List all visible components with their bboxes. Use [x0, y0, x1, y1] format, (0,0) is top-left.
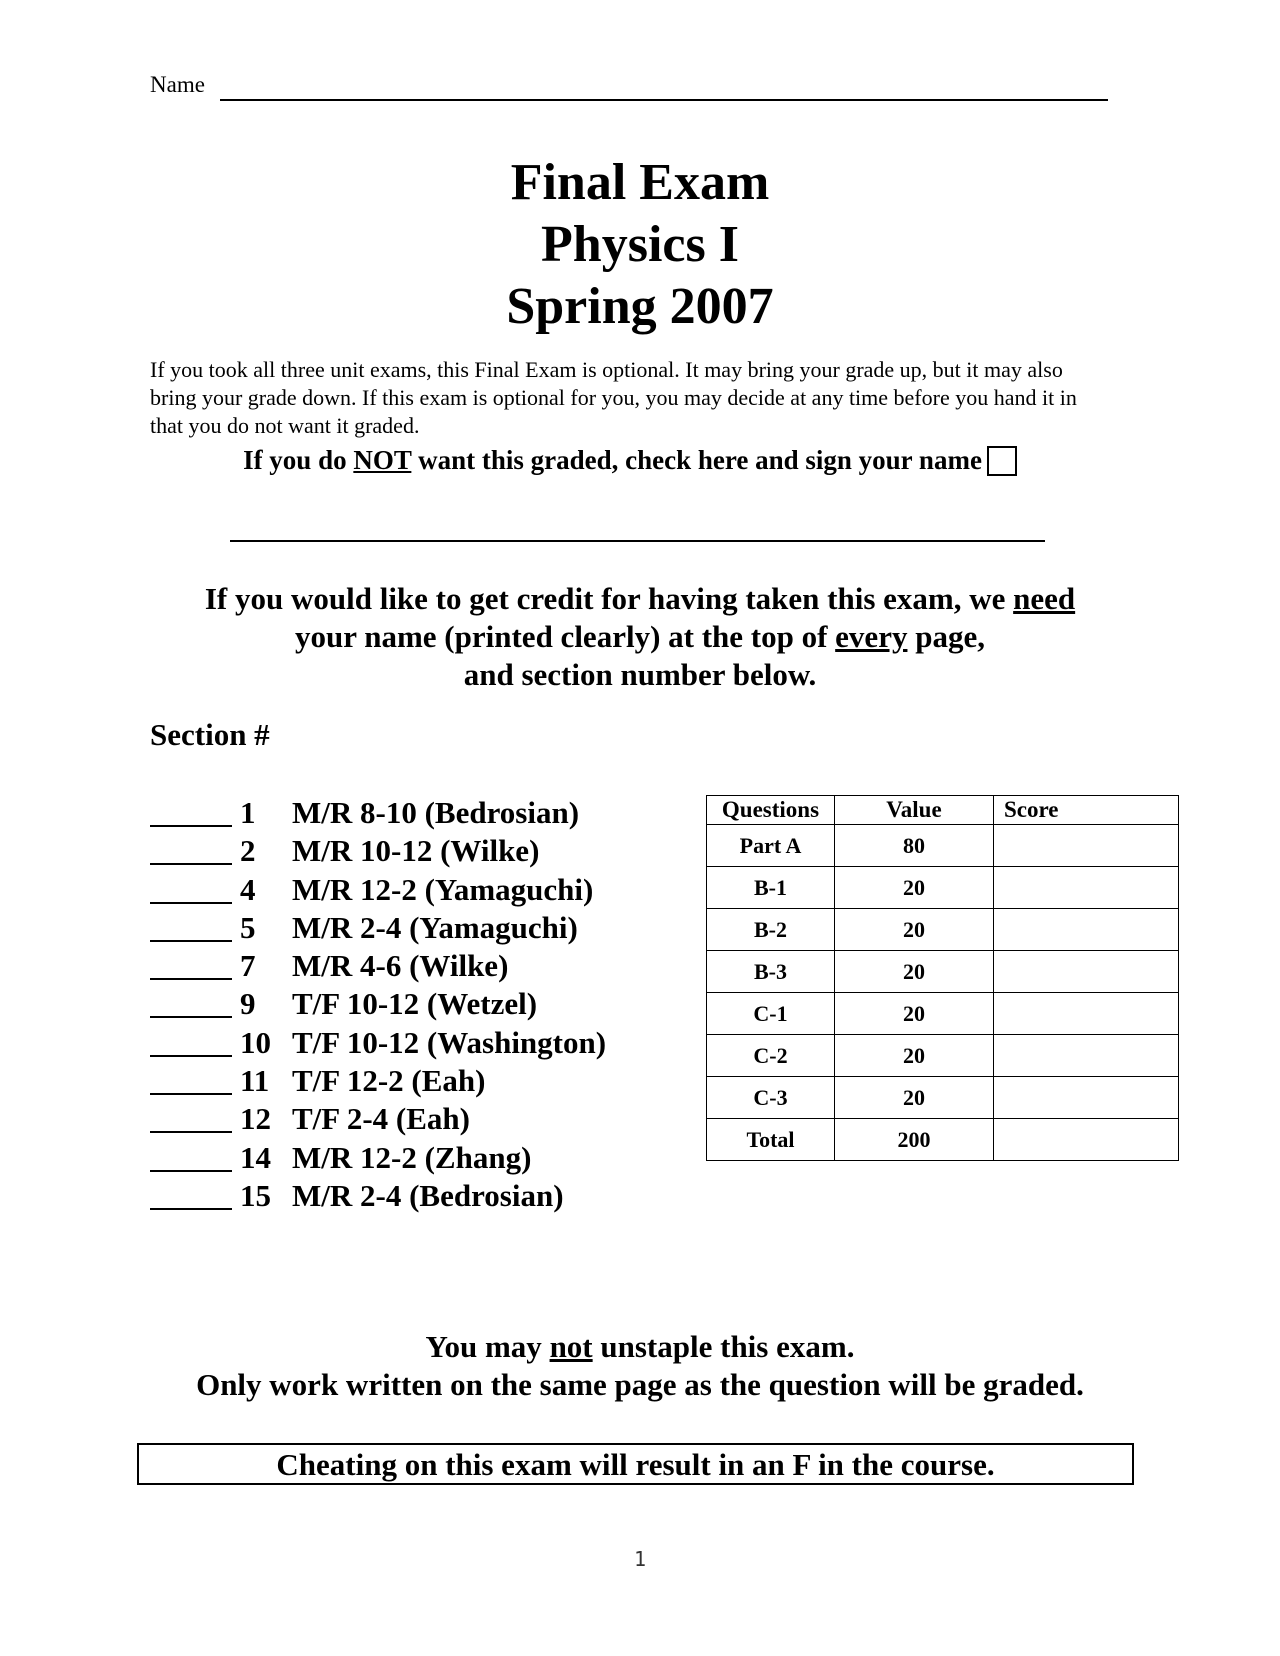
staple-pre: You may	[425, 1329, 550, 1364]
score-table	[706, 795, 1179, 1161]
score-cell[interactable]	[994, 1035, 1179, 1077]
section-blank[interactable]	[150, 947, 232, 980]
title-line-2: Physics I	[541, 216, 739, 273]
section-number: 4	[240, 871, 256, 907]
title-line-3: Spring 2007	[506, 278, 774, 335]
section-time: M/R 2-4 (Bedrosian)	[292, 1177, 564, 1213]
table-row	[707, 1035, 1179, 1077]
section-row	[150, 985, 690, 1023]
credit-line-2-end: page,	[907, 619, 985, 654]
question-cell: B-3	[707, 951, 835, 993]
not-graded-line	[150, 443, 1110, 477]
section-row	[150, 1100, 690, 1138]
section-row	[150, 1024, 690, 1062]
score-cell[interactable]	[994, 825, 1179, 867]
section-time: M/R 12-2 (Yamaguchi)	[292, 871, 594, 907]
section-heading: Section #	[150, 717, 270, 752]
section-blank[interactable]	[150, 1024, 232, 1057]
score-cell[interactable]	[994, 909, 1179, 951]
only-work-line: Only work written on the same page as the question will be graded.	[196, 1367, 1084, 1402]
section-time: M/R 10-12 (Wilke)	[292, 833, 540, 869]
question-cell: Total	[707, 1119, 835, 1161]
credit-line-1-text: If you would like to get credit for having taken this exam, we	[204, 581, 1014, 616]
question-cell: C-2	[707, 1035, 835, 1077]
table-row	[707, 825, 1179, 867]
value-cell: 80	[835, 825, 994, 867]
section-time: T/F 12-2 (Eah)	[292, 1063, 486, 1099]
not-graded-checkbox[interactable]	[987, 446, 1017, 476]
name-label: Name	[150, 72, 205, 97]
section-list	[150, 794, 690, 1215]
intro-paragraph: If you took all three unit exams, this Final Exam is optional. It may bring your grade up, but it may also bring your grade down. If this exam is optional for you, you may decide at any time before you hand it in that you do not want it graded.	[150, 357, 1077, 438]
table-row	[707, 993, 1179, 1035]
staple-post: unstaple this exam.	[592, 1329, 855, 1364]
section-time: M/R 12-2 (Zhang)	[292, 1139, 532, 1175]
credit-line-2	[0, 618, 1280, 656]
question-cell: Part A	[707, 825, 835, 867]
not-graded-post: want this graded, check here and sign your name	[411, 445, 982, 475]
name-field-line[interactable]	[220, 99, 1108, 101]
section-number: 1	[240, 795, 256, 830]
credit-line-3: and section number below.	[463, 657, 817, 692]
section-blank[interactable]	[150, 1100, 232, 1133]
section-blank[interactable]	[150, 871, 232, 904]
page-number: 1	[633, 1547, 647, 1571]
value-cell: 20	[835, 909, 994, 951]
credit-line-2-text: your name (printed clearly) at the top of	[295, 619, 836, 654]
question-cell: C-1	[707, 993, 835, 1035]
section-blank[interactable]	[150, 1139, 232, 1172]
section-number: 11	[240, 1063, 270, 1099]
question-cell: B-1	[707, 867, 835, 909]
title-line-1: Final Exam	[510, 154, 770, 211]
section-number: 9	[240, 986, 256, 1022]
section-row	[150, 1139, 690, 1177]
section-number: 7	[240, 948, 256, 984]
value-cell: 20	[835, 1035, 994, 1077]
table-row	[707, 1077, 1179, 1119]
section-blank[interactable]	[150, 985, 232, 1018]
section-time: T/F 10-12 (Wetzel)	[292, 986, 538, 1022]
section-number: 12	[240, 1101, 271, 1137]
staple-not-emph: not	[549, 1329, 593, 1364]
score-cell[interactable]	[994, 993, 1179, 1035]
header-score: Score	[994, 796, 1179, 825]
score-cell[interactable]	[994, 1119, 1179, 1161]
credit-every-emph: every	[835, 619, 908, 654]
section-blank[interactable]	[150, 832, 232, 865]
table-row	[707, 951, 1179, 993]
section-time: M/R 8-10 (Bedrosian)	[292, 795, 580, 830]
value-cell: 200	[835, 1119, 994, 1161]
section-time: T/F 2-4 (Eah)	[292, 1101, 470, 1137]
value-cell: 20	[835, 1077, 994, 1119]
signature-line[interactable]	[230, 540, 1045, 542]
section-number: 10	[240, 1024, 271, 1060]
table-row	[707, 1119, 1179, 1161]
not-graded-emph: NOT	[353, 445, 412, 475]
credit-instructions	[0, 580, 1280, 694]
header-questions: Questions	[707, 796, 835, 825]
section-row	[150, 909, 690, 947]
section-time: M/R 2-4 (Yamaguchi)	[292, 909, 578, 945]
section-number: 14	[240, 1139, 271, 1175]
section-blank[interactable]	[150, 909, 232, 942]
section-number: 2	[240, 833, 256, 869]
not-graded-pre: If you do	[243, 445, 354, 475]
value-cell: 20	[835, 867, 994, 909]
header-value: Value	[835, 796, 994, 825]
section-blank[interactable]	[150, 1062, 232, 1095]
value-cell: 20	[835, 951, 994, 993]
section-row	[150, 794, 690, 832]
section-time: M/R 4-6 (Wilke)	[292, 948, 509, 984]
score-cell[interactable]	[994, 867, 1179, 909]
section-number: 5	[240, 909, 256, 945]
credit-line-1	[0, 580, 1280, 618]
credit-need-emph: need	[1013, 581, 1076, 616]
score-cell[interactable]	[994, 951, 1179, 993]
cheating-notice: Cheating on this exam will result in an F in the course.	[137, 1443, 1134, 1485]
value-cell: 20	[835, 993, 994, 1035]
section-row	[150, 871, 690, 909]
section-number: 15	[240, 1177, 271, 1213]
score-cell[interactable]	[994, 1077, 1179, 1119]
section-row	[150, 1062, 690, 1100]
table-row	[707, 909, 1179, 951]
score-table-header	[707, 796, 1179, 825]
section-row	[150, 832, 690, 870]
staple-line	[0, 1328, 1280, 1366]
question-cell: B-2	[707, 909, 835, 951]
section-row	[150, 947, 690, 985]
section-time: T/F 10-12 (Washington)	[292, 1024, 607, 1060]
section-blank[interactable]	[150, 794, 232, 827]
section-row	[150, 1177, 690, 1215]
section-blank[interactable]	[150, 1177, 232, 1210]
staple-notice	[0, 1328, 1280, 1404]
table-row	[707, 867, 1179, 909]
question-cell: C-3	[707, 1077, 835, 1119]
